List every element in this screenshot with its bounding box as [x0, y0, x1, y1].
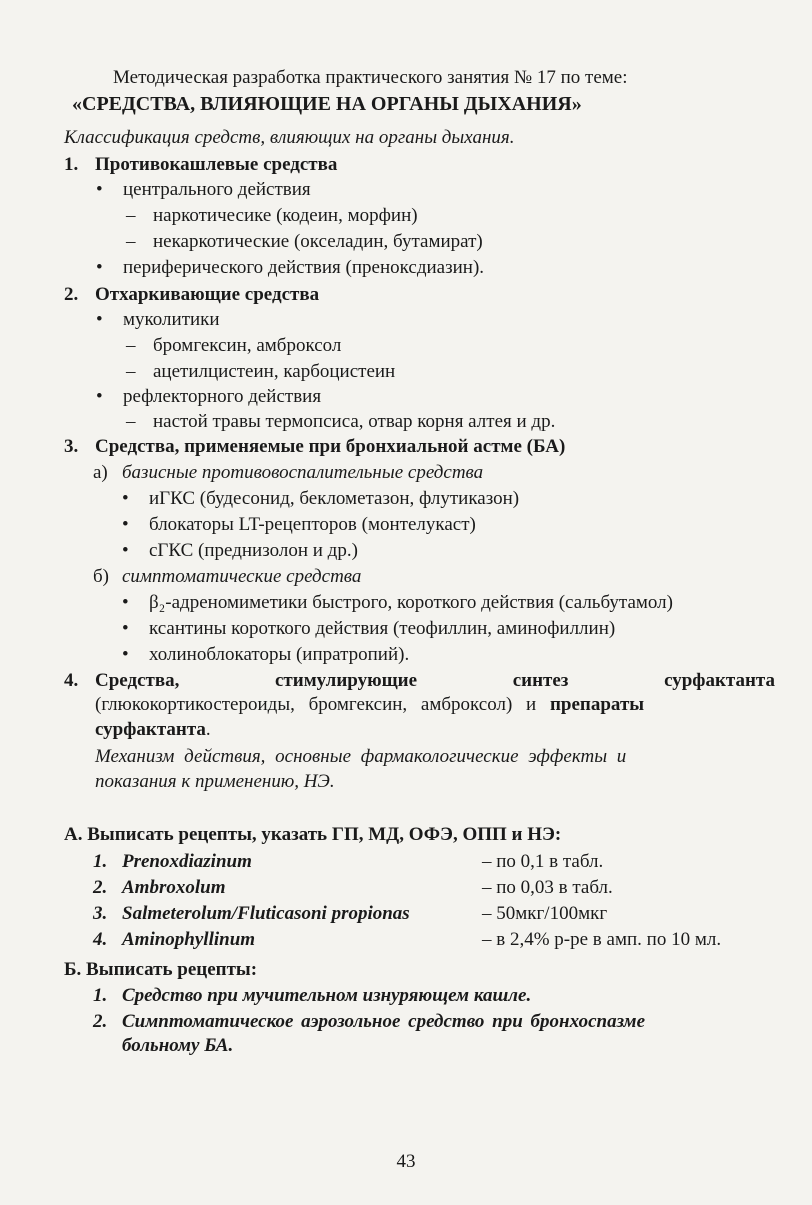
list-item: – бромгексин, амброксол: [153, 334, 341, 358]
task-a-item-name: Aminophyllinum: [122, 929, 256, 950]
section-2-number: 2.: [64, 284, 79, 305]
section-2-title: Отхаркивающие средства: [95, 284, 320, 305]
subsection-b-label: б): [93, 566, 109, 587]
task-a-item-dose: – 50мкг/100мкг: [482, 903, 608, 924]
list-item: – настой травы термопсиса, отвар корня алтея и др.: [153, 410, 555, 434]
page-number: 43: [396, 1151, 416, 1172]
subsection-a-title: базисные противовоспалительные средства: [122, 462, 484, 483]
task-a-item-number: 4.: [93, 929, 108, 950]
list-item: • β₂-адреномиметики быстрого, короткого действия (сальбутамол): [149, 591, 673, 615]
section-4-line1: [95, 669, 775, 693]
list-item: – некаркотические (окселадин, бутамират): [153, 230, 483, 254]
list-item: • блокаторы LT-рецепторов (монтелукаст): [149, 513, 476, 537]
section-3-title: Средства, применяемые при бронхиальной астме (БА): [95, 436, 566, 457]
list-item: • муколитики: [123, 308, 220, 332]
task-a-heading: А. Выписать рецепты, указать ГП, МД, ОФЭ, ОПП и НЭ:: [64, 824, 562, 845]
task-b-heading: Б. Выписать рецепты:: [64, 959, 258, 980]
word: стимулирующие: [275, 670, 418, 691]
page-subtitle: Классификация средств, влияющих на органы дыхания.: [64, 127, 515, 148]
header-line: Методическая разработка практического занятия № 17 по теме:: [113, 67, 628, 88]
subsection-a-label: а): [93, 462, 108, 483]
task-b-item-line2: больному БА.: [122, 1035, 234, 1056]
section-4-mechanism-line1: Механизм действия, основные фармакологические эффекты и: [95, 746, 627, 767]
task-a-item-number: 3.: [93, 903, 108, 924]
task-a-item-dose: – в 2,4% р-ре в амп. по 10 мл.: [482, 929, 722, 950]
list-item: • периферического действия (преноксдиазин).: [123, 256, 484, 280]
word: сурфактанта: [664, 670, 775, 691]
section-4-line3-tail: .: [205, 719, 211, 740]
section-4-line2: [95, 693, 644, 717]
section-4-mechanism-line2: показания к применению, НЭ.: [95, 771, 335, 792]
word: синтез: [512, 670, 569, 691]
section-4-number: 4.: [64, 670, 79, 691]
task-b-item-line1: Симптоматическое аэрозольное средство при бронхоспазме: [122, 1011, 646, 1032]
section-4-line2-bold: препараты: [549, 694, 645, 715]
task-a-item-dose: – по 0,03 в табл.: [482, 877, 613, 898]
list-item: • иГКС (будесонид, беклометазон, флутиказон): [149, 487, 519, 511]
page-title: «СРЕДСТВА, ВЛИЯЮЩИЕ НА ОРГАНЫ ДЫХАНИЯ»: [72, 93, 582, 115]
section-1-title: Противокашлевые средства: [95, 154, 338, 175]
task-a-item-name: Salmeterolum/Fluticasoni propionas: [122, 903, 410, 924]
word: Средства,: [95, 670, 180, 691]
section-1-number: 1.: [64, 154, 79, 175]
task-b-item: Средство при мучительном изнуряющем кашле.: [122, 985, 532, 1006]
task-a-item-name: Ambroxolum: [122, 877, 226, 898]
list-item: • ксантины короткого действия (теофиллин, аминофиллин): [149, 617, 615, 641]
task-a-item-number: 1.: [93, 851, 108, 872]
list-item: – наркотичесике (кодеин, морфин): [153, 204, 418, 228]
section-4-line3-bold: сурфактанта: [95, 719, 206, 740]
task-b-item-number: 1.: [93, 985, 108, 1006]
list-item: • центрального действия: [123, 178, 311, 202]
task-a-item-name: Prenoxdiazinum: [122, 851, 252, 872]
task-a-item-number: 2.: [93, 877, 108, 898]
list-item: • сГКС (преднизолон и др.): [149, 539, 358, 563]
section-4-line3: [95, 718, 211, 742]
subsection-b-title: симптоматические средства: [122, 566, 362, 587]
list-item: • рефлекторного действия: [123, 385, 321, 409]
task-a-item-dose: – по 0,1 в табл.: [482, 851, 604, 872]
section-3-number: 3.: [64, 436, 79, 457]
task-b-item-number: 2.: [93, 1011, 108, 1032]
section-4-line2-text: (глюкокортикостероиды, бромгексин, амброксол) и: [95, 694, 550, 715]
list-item: • холиноблокаторы (ипратропий).: [149, 643, 409, 667]
list-item: – ацетилцистеин, карбоцистеин: [153, 360, 395, 384]
